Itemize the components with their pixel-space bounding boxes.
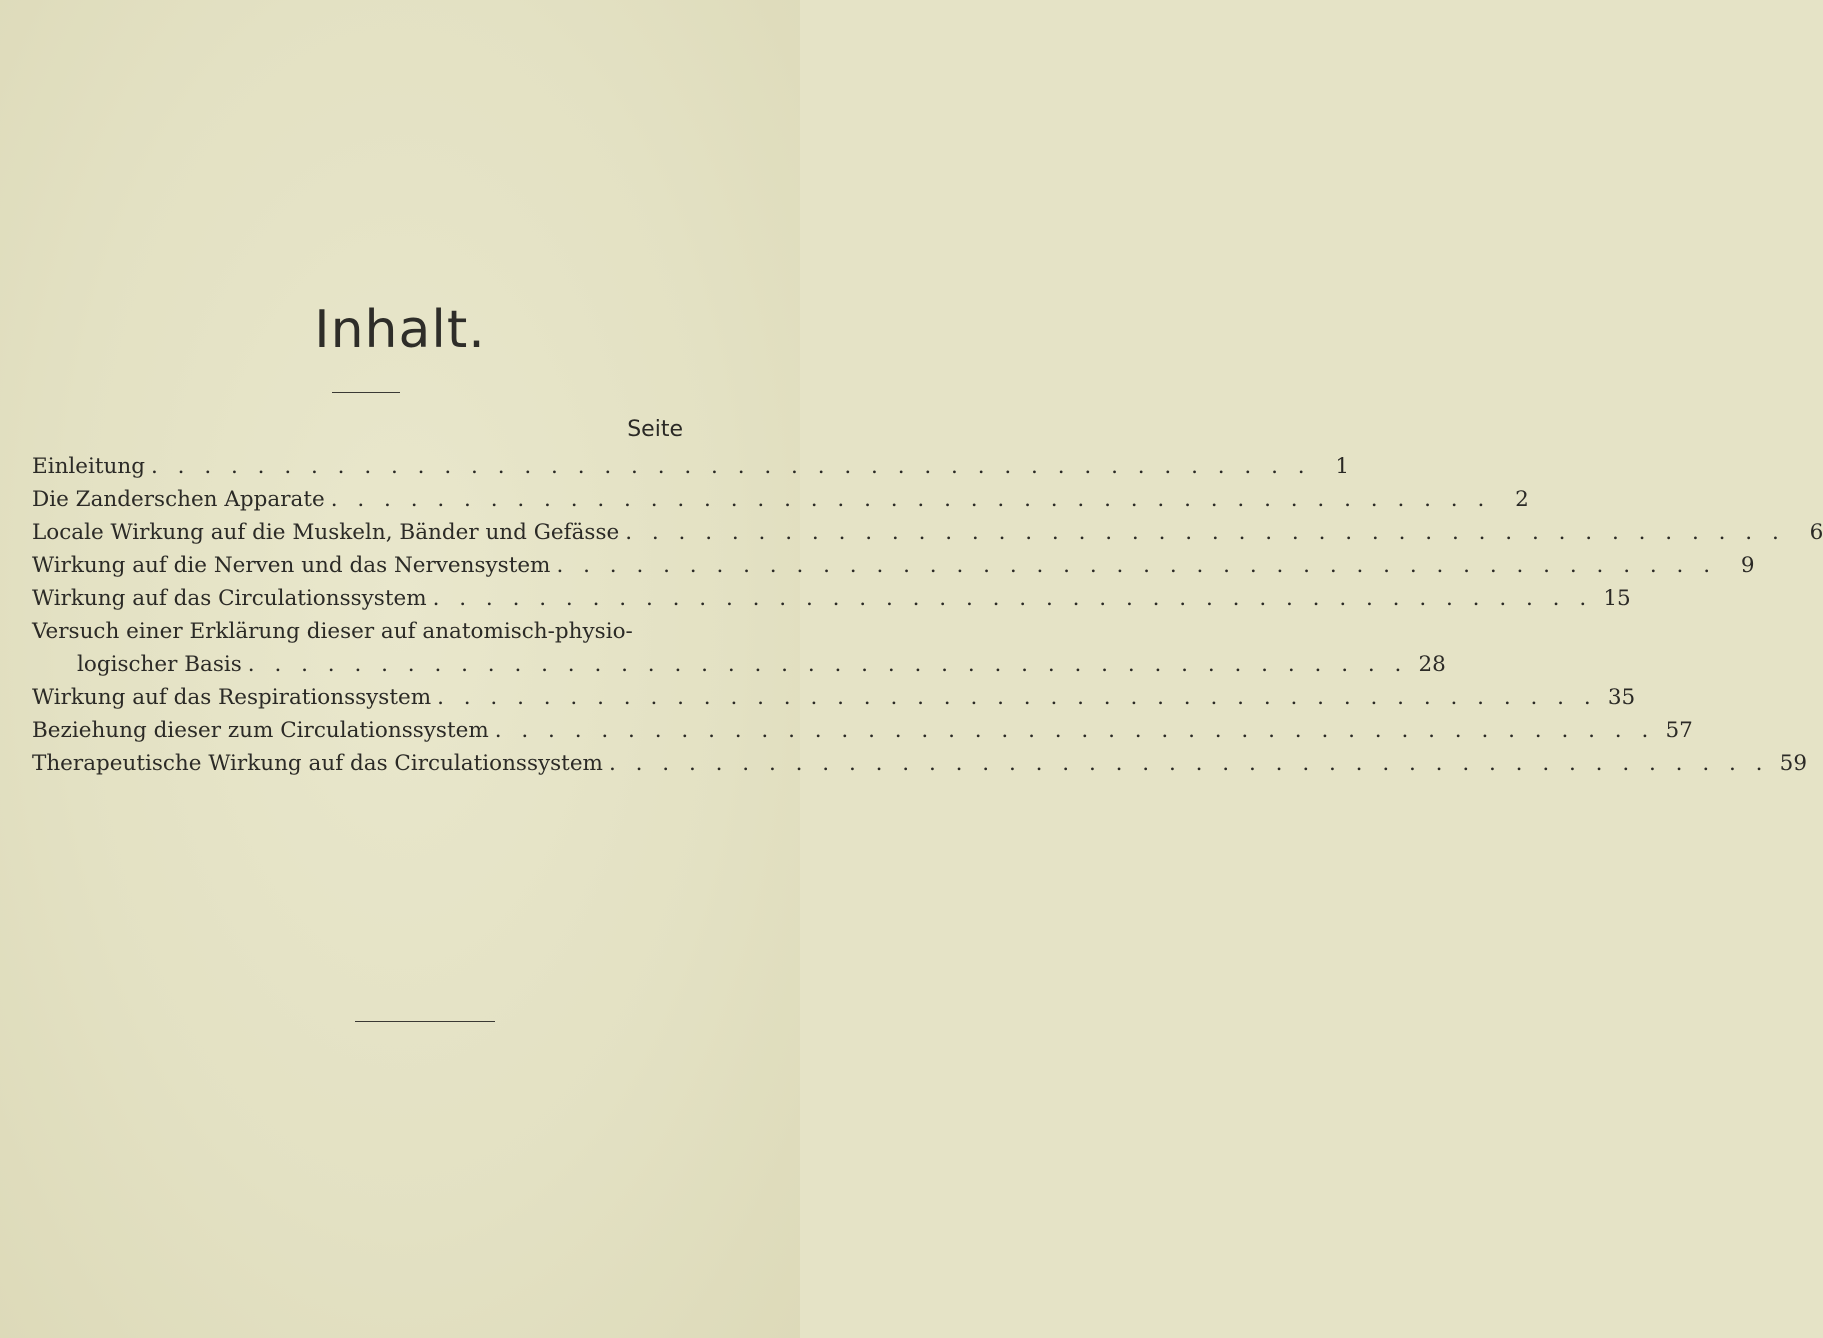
toc-entry[interactable] xyxy=(32,681,1636,714)
toc-entry[interactable] xyxy=(32,582,1631,615)
toc-entry-title: Versuch einer Erklärung dieser auf anatomisch-physio- xyxy=(32,619,633,644)
toc-entry-page: 6 xyxy=(1809,520,1823,545)
toc-entry-page: 59 xyxy=(1779,751,1808,776)
toc-entry-title: Wirkung auf das Respirationssystem xyxy=(32,685,432,710)
table-of-contents xyxy=(32,450,1823,780)
toc-entry[interactable] xyxy=(32,615,683,648)
page-title: Inhalt. xyxy=(314,300,486,360)
title-divider xyxy=(332,392,400,393)
leader-dots: . . . . . . . . . . . . . . . . . . . . . . . . . . . . . . . . . . . . . . . . . . . . xyxy=(494,718,1655,743)
leader-dots: . . . . . . . . . . . . . . . . . . . . . . . . . . . . . . . . . . . . . . . . . . . . xyxy=(608,751,1770,776)
closing-divider xyxy=(355,1021,495,1022)
toc-entry[interactable] xyxy=(32,516,1823,549)
toc-entry[interactable] xyxy=(32,549,1755,582)
leader-dots: . . . . . . . . . . . . . . . . . . . . . . . . . . . . . . . . . . . . . . . . . . . . xyxy=(330,487,1491,512)
leader-dots: . . . . . . . . . . . . . . . . . . . . . . . . . . . . . . . . . . . . . . . . . . . . xyxy=(432,586,1593,611)
toc-entry-title: Wirkung auf das Circulationssystem xyxy=(32,586,427,611)
toc-entry-continuation[interactable] xyxy=(32,648,1446,681)
leader-dots: . . . . . . . . . . . . . . . . . . . . . . . . . . . . . . . . . . . . . . . . . . . . xyxy=(437,685,1598,710)
toc-entry-page: 9 xyxy=(1740,553,1755,578)
toc-entry-page: 15 xyxy=(1603,586,1631,611)
toc-entry-title: Therapeutische Wirkung auf das Circulationssystem xyxy=(32,751,603,776)
toc-entry-title: Beziehung dieser zum Circulationssystem xyxy=(32,718,489,743)
toc-entry-page: 35 xyxy=(1607,685,1636,710)
leader-dots: . . . . . . . . . . . . . . . . . . . . . . . . . . . . . . . . . . . . . . . . . . . . xyxy=(247,652,1408,677)
toc-entry-title: Wirkung auf die Nerven und das Nervensystem xyxy=(32,553,551,578)
toc-entry[interactable] xyxy=(32,747,1808,780)
toc-entry-page: 1 xyxy=(1335,454,1350,479)
leader-dots: . . . . . . . . . . . . . . . . . . . . . . . . . . . . . . . . . . . . . . . . . . . . xyxy=(625,520,1786,545)
toc-entry-title: logischer Basis xyxy=(77,652,242,677)
toc-entry-title: Die Zanderschen Apparate xyxy=(32,487,325,512)
leader-dots: . . . . . . . . . . . . . . . . . . . . . . . . . . . . . . . . . . . . . . . . . . . . xyxy=(151,454,1312,479)
toc-entry-title: Locale Wirkung auf die Muskeln, Bänder und Gefässe xyxy=(32,520,620,545)
toc-entry-page: 2 xyxy=(1515,487,1529,512)
toc-entry-page: 28 xyxy=(1418,652,1446,677)
toc-entry[interactable] xyxy=(32,714,1693,747)
leader-dots: . . . . . . . . . . . . . . . . . . . . . . . . . . . . . . . . . . . . . . . . . . . . xyxy=(556,553,1717,578)
toc-entry[interactable] xyxy=(32,483,1529,516)
toc-entry[interactable] xyxy=(32,450,1350,483)
toc-entry-page: 57 xyxy=(1665,718,1693,743)
toc-entry-title: Einleitung xyxy=(32,454,145,479)
page-column-label: Seite xyxy=(627,417,683,442)
